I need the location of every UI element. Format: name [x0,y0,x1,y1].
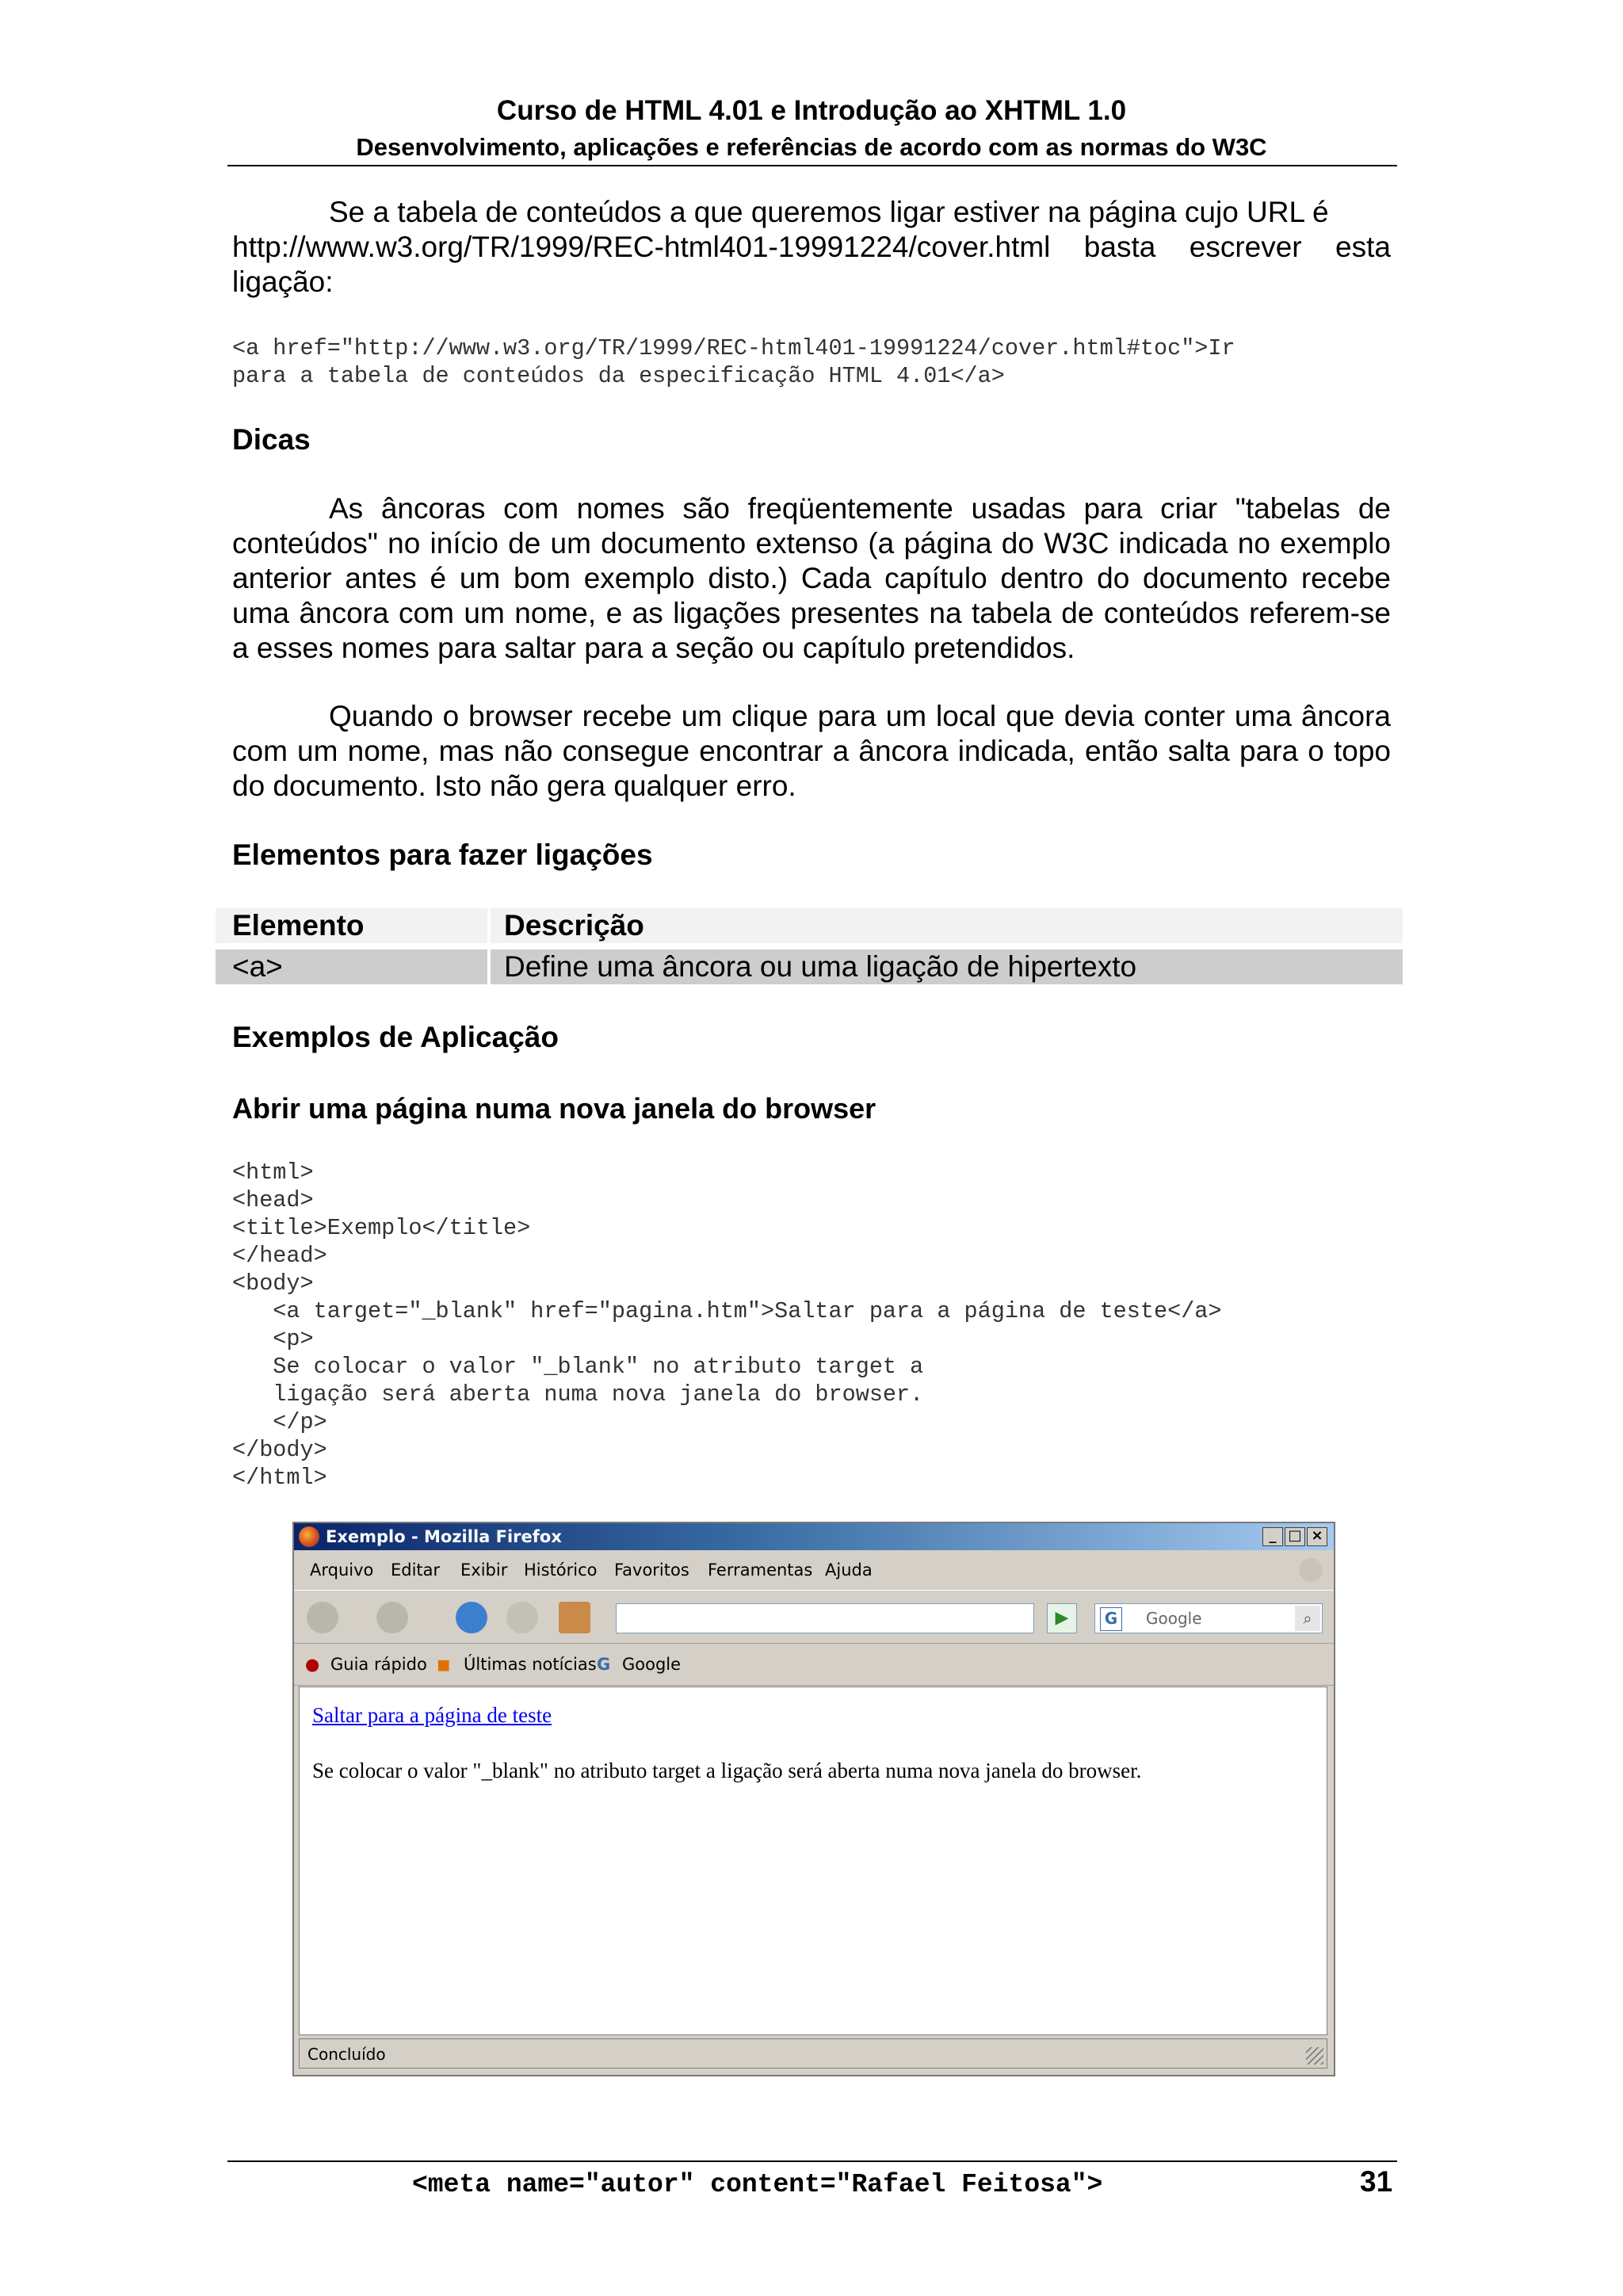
bookmark-ultimas-noticias[interactable]: Últimas notícias [464,1655,597,1674]
bookmark-quick-guide-icon: ● [305,1655,320,1674]
back-arrow-icon[interactable] [307,1602,338,1633]
dicas-paragraph-1-text: As âncoras com nomes são freqüentemente usadas para criar "tabelas de conteúdos" no início de um documento extenso (a página do W3C indicada no exemplo anterior antes é um bom exemplo disto.) Cada capítulo dentro do documento recebe uma âncora com um nome, e as ligações presentes na tabela de conteúdos referem-se a esses nomes para saltar para a seção ou capítulo pretendidos. [232,492,1391,664]
header-rule [227,165,1397,166]
elements-heading: Elementos para fazer ligações [232,839,653,871]
dicas-paragraph-2 [232,699,1391,804]
intro-line-2: http://www.w3.org/TR/1999/REC-html401-19991224/cover.html basta escrever esta ligação: [232,231,1391,298]
document-subtitle: Desenvolvimento, aplicações e referências de acordo com as normas do W3C [356,133,1267,161]
elements-table [216,908,1403,984]
page-number: 31 [1360,2165,1393,2198]
google-bookmark-icon: G [597,1655,611,1674]
dicas-paragraph-1 [232,491,1391,666]
table-cell-description: Define uma âncora ou uma ligação de hipertexto [491,949,1403,984]
menu-favoritos[interactable]: Favoritos [614,1561,689,1580]
example-code-block: <html> <head> <title>Exemplo</title> </head> <body> <a target="_blank" href="pagina.htm">Saltar para a página de teste</a> <p> Se colocar o valor "_blank" no atributo target a ligação será aberta numa nova janela do browser. </p> </body> </html> [232,1159,1222,1491]
table-cell-element: <a> [216,949,487,984]
go-icon[interactable]: ▶ [1047,1603,1077,1633]
browser-navbar [294,1590,1334,1644]
home-icon[interactable] [559,1602,590,1633]
menu-ajuda[interactable]: Ajuda [825,1561,873,1580]
bookmark-google[interactable]: Google [622,1655,682,1674]
url-input[interactable] [616,1603,1034,1633]
examples-heading: Exemplos de Aplicação [232,1021,559,1053]
forward-arrow-icon[interactable] [376,1602,408,1633]
dicas-paragraph-2-text: Quando o browser recebe um clique para um local que devia conter uma âncora com um nome, mas não consegue encontrar a âncora indicada, então salta para o topo do documento. Isto não gera qualquer erro. [232,700,1391,802]
dicas-heading: Dicas [232,423,311,456]
table-header-row [216,908,1403,943]
status-text: Concluído [307,2045,386,2064]
intro-paragraph [232,195,1391,300]
search-input[interactable] [1094,1603,1323,1633]
menu-exibir[interactable]: Exibir [460,1561,508,1580]
content-paragraph: Se colocar o valor "_blank" no atributo target a ligação será aberta numa nova janela do browser. [312,1759,1142,1782]
menu-ferramentas[interactable]: Ferramentas [708,1561,813,1580]
minimize-button[interactable]: _ [1262,1527,1283,1546]
intro-line-1: Se a tabela de conteúdos a que queremos ligar estiver na página cujo URL é [329,196,1329,228]
browser-window [292,1522,1335,2076]
menu-editar[interactable]: Editar [391,1561,441,1580]
browser-content-area [299,1687,1327,2035]
footer-meta-tag: <meta name="autor" content="Rafael Feitosa"> [412,2170,1103,2199]
menu-arquivo[interactable]: Arquivo [310,1561,374,1580]
google-engine-icon[interactable]: G [1100,1607,1122,1631]
close-button[interactable]: × [1307,1527,1327,1546]
maximize-button[interactable]: □ [1285,1527,1305,1546]
table-header-elemento: Elemento [216,908,487,943]
search-placeholder: Google [1146,1609,1202,1628]
stop-icon[interactable] [506,1602,538,1633]
intro-code-block: <a href="http://www.w3.org/TR/1999/REC-html401-19991224/cover.html#toc">Ir para a tabela de conteúdos da especificação HTML 4.01</a> [232,335,1235,389]
throbber-icon [1299,1558,1323,1582]
examples-subheading: Abrir uma página numa nova janela do browser [232,1092,876,1125]
rss-icon: ◼ [437,1655,451,1674]
firefox-logo-icon [299,1526,319,1547]
browser-titlebar [294,1523,1334,1550]
menu-historico[interactable]: Histórico [524,1561,598,1580]
test-page-link[interactable]: Saltar para a página de teste [312,1703,552,1727]
browser-window-title: Exemplo - Mozilla Firefox [326,1527,562,1546]
search-icon[interactable]: ⌕ [1295,1606,1320,1631]
table-row [216,949,1403,984]
resize-grip-icon[interactable] [1306,2047,1323,2065]
table-header-descricao: Descrição [491,908,1403,943]
document-title: Curso de HTML 4.01 e Introdução ao XHTML 1.0 [496,95,1127,126]
browser-menubar [294,1552,1334,1588]
bookmark-guia-rapido[interactable]: Guia rápido [330,1655,427,1674]
browser-statusbar [299,2038,1327,2069]
footer-rule [227,2160,1397,2162]
bookmarks-toolbar [294,1644,1334,1686]
reload-icon[interactable] [456,1602,487,1633]
